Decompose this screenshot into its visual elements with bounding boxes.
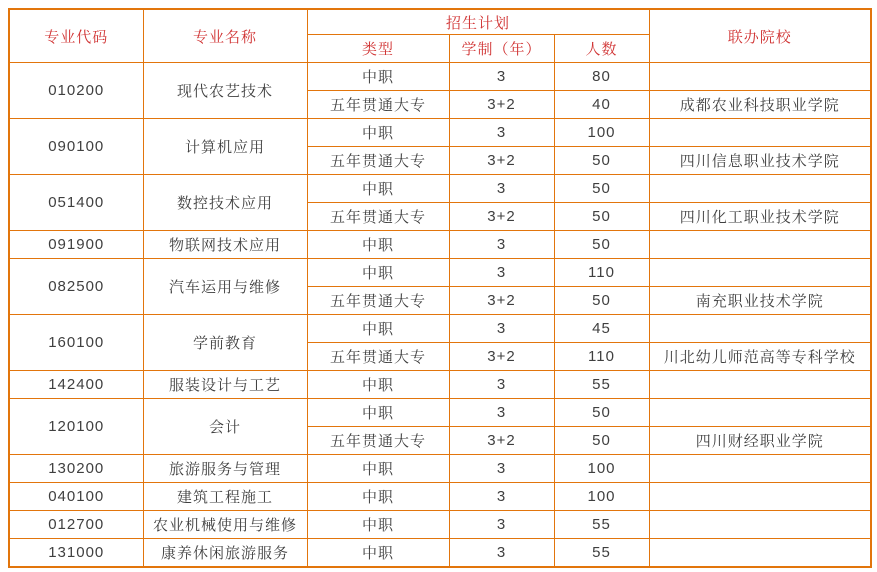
count-cell: 100: [554, 483, 649, 511]
partner-cell: [649, 231, 871, 259]
years-cell: 3+2: [449, 91, 554, 119]
years-cell: 3+2: [449, 147, 554, 175]
table-row: [9, 175, 871, 203]
major-name-cell: 建筑工程施工: [143, 483, 307, 511]
type-cell: 五年贯通大专: [307, 287, 449, 315]
type-cell: 五年贯通大专: [307, 427, 449, 455]
type-cell: 五年贯通大专: [307, 203, 449, 231]
major-name-cell: 旅游服务与管理: [143, 455, 307, 483]
count-cell: 110: [554, 343, 649, 371]
count-cell: 50: [554, 175, 649, 203]
partner-cell: 成都农业科技职业学院: [649, 91, 871, 119]
header-type: 类型: [307, 35, 449, 63]
years-cell: 3: [449, 371, 554, 399]
years-cell: 3+2: [449, 427, 554, 455]
major-code-cell: 012700: [9, 511, 143, 539]
count-cell: 110: [554, 259, 649, 287]
count-cell: 45: [554, 315, 649, 343]
partner-cell: [649, 483, 871, 511]
type-cell: 中职: [307, 119, 449, 147]
header-partner-college: 联办院校: [649, 9, 871, 63]
table-row: [9, 259, 871, 287]
partner-cell: [649, 511, 871, 539]
type-cell: 中职: [307, 371, 449, 399]
partner-cell: [649, 315, 871, 343]
years-cell: 3+2: [449, 287, 554, 315]
years-cell: 3: [449, 511, 554, 539]
years-cell: 3+2: [449, 203, 554, 231]
major-name-cell: 计算机应用: [143, 119, 307, 175]
type-cell: 五年贯通大专: [307, 147, 449, 175]
years-cell: 3: [449, 175, 554, 203]
type-cell: 中职: [307, 399, 449, 427]
major-name-cell: 物联网技术应用: [143, 231, 307, 259]
major-code-cell: 090100: [9, 119, 143, 175]
table-row: [9, 119, 871, 147]
years-cell: 3: [449, 483, 554, 511]
partner-cell: [649, 539, 871, 567]
partner-cell: 四川化工职业技术学院: [649, 203, 871, 231]
table-row: [9, 511, 871, 539]
type-cell: 五年贯通大专: [307, 91, 449, 119]
table-row: [9, 539, 871, 567]
header-major-name: 专业名称: [143, 9, 307, 63]
major-name-cell: 农业机械使用与维修: [143, 511, 307, 539]
count-cell: 50: [554, 427, 649, 455]
table-header: [9, 9, 871, 63]
partner-cell: 川北幼儿师范高等专科学校: [649, 343, 871, 371]
count-cell: 50: [554, 231, 649, 259]
type-cell: 中职: [307, 511, 449, 539]
header-major-code: 专业代码: [9, 9, 143, 63]
major-name-cell: 服装设计与工艺: [143, 371, 307, 399]
major-name-cell: 康养休闲旅游服务: [143, 539, 307, 567]
major-code-cell: 120100: [9, 399, 143, 455]
major-code-cell: 130200: [9, 455, 143, 483]
major-name-cell: 现代农艺技术: [143, 63, 307, 119]
partner-cell: [649, 119, 871, 147]
type-cell: 中职: [307, 483, 449, 511]
years-cell: 3: [449, 315, 554, 343]
count-cell: 50: [554, 203, 649, 231]
major-code-cell: 040100: [9, 483, 143, 511]
major-code-cell: 091900: [9, 231, 143, 259]
enrollment-table: [8, 8, 872, 568]
years-cell: 3: [449, 231, 554, 259]
type-cell: 五年贯通大专: [307, 343, 449, 371]
count-cell: 50: [554, 147, 649, 175]
major-code-cell: 010200: [9, 63, 143, 119]
table-row: [9, 231, 871, 259]
type-cell: 中职: [307, 231, 449, 259]
table-row: [9, 455, 871, 483]
count-cell: 55: [554, 371, 649, 399]
major-code-cell: 131000: [9, 539, 143, 567]
type-cell: 中职: [307, 259, 449, 287]
header-row-top: [9, 9, 871, 35]
partner-cell: [649, 63, 871, 91]
type-cell: 中职: [307, 63, 449, 91]
type-cell: 中职: [307, 539, 449, 567]
header-count: 人数: [554, 35, 649, 63]
years-cell: 3+2: [449, 343, 554, 371]
table-row: [9, 399, 871, 427]
table-row: [9, 371, 871, 399]
type-cell: 中职: [307, 315, 449, 343]
major-name-cell: 汽车运用与维修: [143, 259, 307, 315]
partner-cell: [649, 399, 871, 427]
header-enrollment-plan-group: 招生计划: [307, 9, 649, 35]
major-name-cell: 数控技术应用: [143, 175, 307, 231]
count-cell: 100: [554, 119, 649, 147]
table-row: [9, 315, 871, 343]
count-cell: 55: [554, 511, 649, 539]
major-name-cell: 学前教育: [143, 315, 307, 371]
type-cell: 中职: [307, 175, 449, 203]
count-cell: 80: [554, 63, 649, 91]
major-code-cell: 142400: [9, 371, 143, 399]
count-cell: 40: [554, 91, 649, 119]
years-cell: 3: [449, 259, 554, 287]
years-cell: 3: [449, 63, 554, 91]
table-row: [9, 63, 871, 91]
count-cell: 100: [554, 455, 649, 483]
type-cell: 中职: [307, 455, 449, 483]
major-code-cell: 160100: [9, 315, 143, 371]
count-cell: 55: [554, 539, 649, 567]
major-code-cell: 082500: [9, 259, 143, 315]
header-years: 学制（年）: [449, 35, 554, 63]
years-cell: 3: [449, 399, 554, 427]
partner-cell: [649, 259, 871, 287]
partner-cell: [649, 371, 871, 399]
partner-cell: [649, 175, 871, 203]
count-cell: 50: [554, 399, 649, 427]
major-name-cell: 会计: [143, 399, 307, 455]
years-cell: 3: [449, 539, 554, 567]
table-row: [9, 483, 871, 511]
count-cell: 50: [554, 287, 649, 315]
partner-cell: 四川财经职业学院: [649, 427, 871, 455]
years-cell: 3: [449, 119, 554, 147]
years-cell: 3: [449, 455, 554, 483]
partner-cell: 南充职业技术学院: [649, 287, 871, 315]
partner-cell: 四川信息职业技术学院: [649, 147, 871, 175]
major-code-cell: 051400: [9, 175, 143, 231]
partner-cell: [649, 455, 871, 483]
table-body: [9, 63, 871, 567]
